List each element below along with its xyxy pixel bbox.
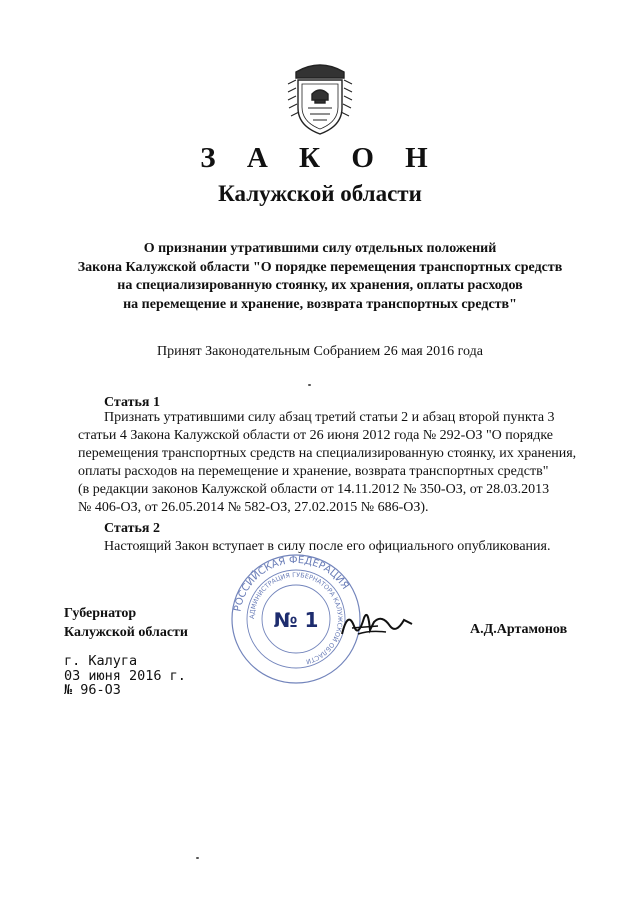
article-1-line: Признать утратившими силу абзац третий статьи 2 и абзац второй пункта 3 [104, 410, 555, 425]
article-1-line: № 406-ОЗ, от 26.05.2014 № 582-ОЗ, 27.02.2015 № 686-ОЗ). [78, 500, 429, 515]
law-name [60, 240, 580, 314]
article-1-title: Статья 1 [104, 395, 160, 410]
article-2-body: Настоящий Закон вступает в силу после его официального опубликования. [104, 539, 551, 554]
document-title: З А К О Н [200, 142, 440, 174]
law-name-line: на специализированную стоянку, их хранения, оплаты расходов [117, 278, 523, 293]
law-name-line: на перемещение и хранение, возврата транспортных средств" [123, 296, 517, 312]
place: г. Калуга [64, 653, 138, 669]
signatory-name: А.Д.Артамонов [470, 622, 568, 637]
signatory-position-line: Губернатор [64, 606, 137, 621]
signatory-position-line: Калужской области [64, 625, 188, 640]
handwritten-signature [338, 604, 416, 644]
article-1-body [78, 409, 582, 517]
article-2-title: Статья 2 [104, 521, 160, 536]
document-subtitle: Калужской области [218, 181, 422, 206]
article-1-line: перемещения транспортных средств на специализированную стоянку, их хранения, [78, 446, 577, 461]
signatory-position [64, 604, 188, 642]
coat-of-arms-emblem [286, 60, 354, 138]
scan-speck [196, 857, 199, 859]
law-number: № 96-ОЗ [64, 682, 121, 698]
place-date-block [64, 654, 186, 698]
article-1-line: (в редакции законов Калужской области от 14.11.2012 № 350-ОЗ, от 28.03.2013 [78, 482, 550, 497]
svg-text:РОССИЙСКАЯ ФЕДЕРАЦИЯ: РОССИЙСКАЯ ФЕДЕРАЦИЯ [232, 554, 351, 613]
adoption-statement: Принят Законодательным Собранием 26 мая 2016 года [157, 344, 483, 359]
article-1-line: статьи 4 Закона Калужской области от 26 июня 2012 года № 292-ОЗ "О порядке [78, 428, 554, 443]
law-name-line: О признании утратившими силу отдельных положений [143, 241, 497, 256]
svg-text:№ 1: № 1 [273, 608, 319, 632]
svg-text:АДМИНИСТРАЦИЯ ГУБЕРНАТОРА КАЛУ: АДМИНИСТРАЦИЯ ГУБЕРНАТОРА КАЛУЖСКОЙ ОБЛАСТИ [247, 570, 345, 666]
scan-speck [308, 384, 311, 386]
article-1-line: оплаты расходов на перемещение и хранение, возврата транспортных средств" [78, 464, 549, 479]
law-name-line: Закона Калужской области "О порядке перемещения транспортных средств [77, 259, 563, 275]
date: 03 июня 2016 г. [64, 667, 186, 684]
